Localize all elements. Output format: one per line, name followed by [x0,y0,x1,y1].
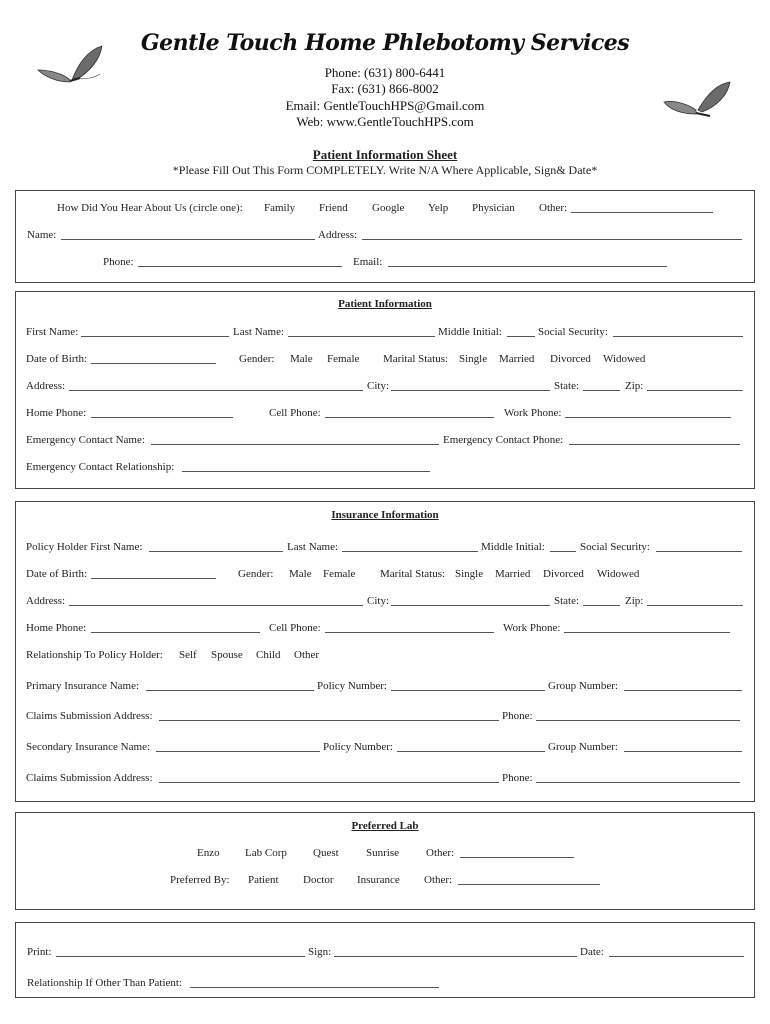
primary-insurance-field[interactable] [146,690,314,691]
patient-marital-married[interactable]: Married [499,353,535,365]
preferred-by-patient[interactable]: Patient [248,874,279,886]
holder-address-field[interactable] [69,605,363,606]
patient-state-label: State: [554,380,580,392]
date-field[interactable] [609,956,744,957]
referral-address-label: Address: [318,229,358,241]
date-label: Date: [580,946,604,958]
emergency-contact-relationship-label: Emergency Contact Relationship: [26,461,175,473]
company-title: Gentle Touch Home Phlebotomy Services [140,30,630,56]
holder-marital-divorced[interactable]: Divorced [543,568,584,580]
sign-field[interactable] [334,956,577,957]
patient-gender-label: Gender: [239,353,275,365]
company-fax: Fax: (631) 866-8002 [331,81,439,96]
referral-option-google[interactable]: Google [372,202,405,214]
patient-dob-field[interactable] [91,363,216,364]
emergency-contact-phone-field[interactable] [569,444,740,445]
preferred-by-doctor[interactable]: Doctor [303,874,334,886]
patient-city-label: City: [367,380,390,392]
holder-home-phone-field[interactable] [91,632,260,633]
secondary-group-number-label: Group Number: [548,741,618,753]
holder-gender-male[interactable]: Male [289,568,312,580]
patient-ssn-field[interactable] [613,336,743,337]
holder-last-name-label: Last Name: [287,541,339,553]
referral-phone-label: Phone: [103,256,134,268]
insurance-section-title: Insurance Information [331,509,439,521]
holder-city-label: City: [367,595,390,607]
patient-middle-initial-field[interactable] [507,336,535,337]
patient-section-title: Patient Information [338,298,432,310]
holder-city-field[interactable] [391,605,550,606]
patient-information-section [15,291,755,489]
holder-first-name-label: Policy Holder First Name: [26,541,143,553]
referral-email-label: Email: [353,256,383,268]
print-label: Print: [27,946,52,958]
patient-work-phone-label: Work Phone: [504,407,562,419]
patient-zip-field[interactable] [647,390,743,391]
lab-option-enzo[interactable]: Enzo [197,847,220,859]
emergency-contact-relationship-field[interactable] [182,471,430,472]
secondary-policy-number-label: Policy Number: [323,741,393,753]
holder-zip-label: Zip: [625,595,644,607]
relationship-option-child[interactable]: Child [256,649,281,661]
patient-marital-single[interactable]: Single [459,353,488,365]
company-web: Web: www.GentleTouchHPS.com [296,114,474,129]
secondary-claims-phone-label: Phone: [502,772,533,784]
primary-policy-number-field[interactable] [391,690,545,691]
lab-option-sunrise[interactable]: Sunrise [366,847,399,859]
preferred-lab-section [15,812,755,910]
referral-option-friend[interactable]: Friend [319,202,348,214]
patient-marital-label: Marital Status: [383,353,449,365]
lab-option-labcorp[interactable]: Lab Corp [245,847,287,859]
holder-work-phone-label: Work Phone: [503,622,561,634]
primary-insurance-label: Primary Insurance Name: [26,680,140,692]
holder-last-name-field[interactable] [342,551,478,552]
secondary-claims-address-field[interactable] [159,782,499,783]
referral-section [15,190,755,283]
preferred-by-other-label: Other: [424,874,453,886]
holder-dob-label: Date of Birth: [26,568,88,580]
holder-cell-phone-field[interactable] [325,632,494,633]
relationship-option-self[interactable]: Self [179,649,197,661]
lab-option-quest[interactable]: Quest [313,847,339,859]
patient-zip-label: Zip: [625,380,644,392]
holder-home-phone-label: Home Phone: [26,622,87,634]
holder-marital-single[interactable]: Single [455,568,484,580]
patient-home-phone-label: Home Phone: [26,407,87,419]
patient-first-name-label: First Name: [26,326,79,338]
preferred-by-label: Preferred By: [170,874,230,886]
holder-marital-label: Marital Status: [380,568,446,580]
patient-work-phone-field[interactable] [565,417,731,418]
secondary-group-number-field[interactable] [624,751,742,752]
patient-last-name-field[interactable] [288,336,435,337]
holder-middle-initial-label: Middle Initial: [481,541,545,553]
referral-email-field[interactable] [388,266,667,267]
patient-first-name-field[interactable] [81,336,229,337]
referral-address-field[interactable] [362,239,742,240]
patient-ssn-label: Social Security: [538,326,608,338]
patient-middle-initial-label: Middle Initial: [438,326,502,338]
company-phone: Phone: (631) 800-6441 [324,65,446,80]
patient-cell-phone-field[interactable] [325,417,494,418]
primary-policy-number-label: Policy Number: [317,680,387,692]
preferred-by-other-field[interactable] [458,884,600,885]
secondary-policy-number-field[interactable] [397,751,545,752]
referral-option-yelp[interactable]: Yelp [428,202,449,214]
holder-state-field[interactable] [583,605,620,606]
primary-claims-address-label: Claims Submission Address: [26,710,153,722]
patient-home-phone-field[interactable] [91,417,233,418]
patient-gender-male[interactable]: Male [290,353,313,365]
sheet-title: Patient Information Sheet [312,147,458,162]
signature-section [15,922,755,998]
referral-other-field[interactable] [571,212,713,213]
emergency-contact-name-label: Emergency Contact Name: [26,434,145,446]
holder-ssn-label: Social Security: [580,541,650,553]
holder-address-label: Address: [26,595,66,607]
referral-option-physician[interactable]: Physician [472,202,515,214]
primary-group-number-label: Group Number: [548,680,618,692]
referral-question: How Did You Hear About Us (circle one): [57,202,243,214]
sign-label: Sign: [308,946,332,958]
emergency-contact-phone-label: Emergency Contact Phone: [443,434,564,446]
referral-option-family[interactable]: Family [264,202,296,214]
holder-gender-label: Gender: [238,568,274,580]
patient-state-field[interactable] [583,390,620,391]
patient-marital-divorced[interactable]: Divorced [550,353,591,365]
sheet-instructions: *Please Fill Out This Form COMPLETELY. Write N/A Where Applicable, Sign& Date* [172,163,598,177]
lab-other-field[interactable] [460,857,574,858]
emergency-contact-name-field[interactable] [151,444,439,445]
holder-middle-initial-field[interactable] [550,551,576,552]
holder-marital-married[interactable]: Married [495,568,531,580]
referral-other-label: Other: [539,202,568,214]
holder-first-name-field[interactable] [149,551,283,552]
referral-name-label: Name: [27,229,57,241]
secondary-insurance-field[interactable] [156,751,320,752]
relationship-option-other[interactable]: Other [294,649,320,661]
holder-zip-field[interactable] [647,605,743,606]
lab-other-label: Other: [426,847,455,859]
primary-group-number-field[interactable] [624,690,742,691]
secondary-claims-phone-field[interactable] [536,782,740,783]
company-email: Email: GentleTouchHPS@Gmail.com [285,98,485,113]
primary-claims-phone-field[interactable] [536,720,740,721]
preferred-lab-title: Preferred Lab [351,820,419,832]
patient-dob-label: Date of Birth: [26,353,88,365]
holder-work-phone-field[interactable] [564,632,730,633]
patient-marital-widowed[interactable]: Widowed [603,353,646,365]
patient-cell-phone-label: Cell Phone: [269,407,321,419]
holder-marital-widowed[interactable]: Widowed [597,568,640,580]
holder-cell-phone-label: Cell Phone: [269,622,321,634]
secondary-insurance-label: Secondary Insurance Name: [26,741,151,753]
holder-dob-field[interactable] [91,578,216,579]
policy-holder-relationship-label: Relationship To Policy Holder: [26,649,163,661]
preferred-by-insurance[interactable]: Insurance [357,874,400,886]
primary-claims-address-field[interactable] [159,720,499,721]
patient-last-name-label: Last Name: [233,326,285,338]
holder-gender-female[interactable]: Female [323,568,356,580]
secondary-claims-address-label: Claims Submission Address: [26,772,153,784]
referral-name-field[interactable] [61,239,315,240]
referral-phone-field[interactable] [138,266,342,267]
holder-ssn-field[interactable] [656,551,742,552]
print-field[interactable] [56,956,305,957]
relationship-option-spouse[interactable]: Spouse [211,649,243,661]
patient-address-field[interactable] [69,390,363,391]
relationship-other-label: Relationship If Other Than Patient: [27,977,182,989]
patient-city-field[interactable] [391,390,550,391]
primary-claims-phone-label: Phone: [502,710,533,722]
patient-gender-female[interactable]: Female [327,353,360,365]
relationship-other-field[interactable] [190,987,439,988]
insurance-information-section [15,501,755,802]
holder-state-label: State: [554,595,580,607]
patient-address-label: Address: [26,380,66,392]
